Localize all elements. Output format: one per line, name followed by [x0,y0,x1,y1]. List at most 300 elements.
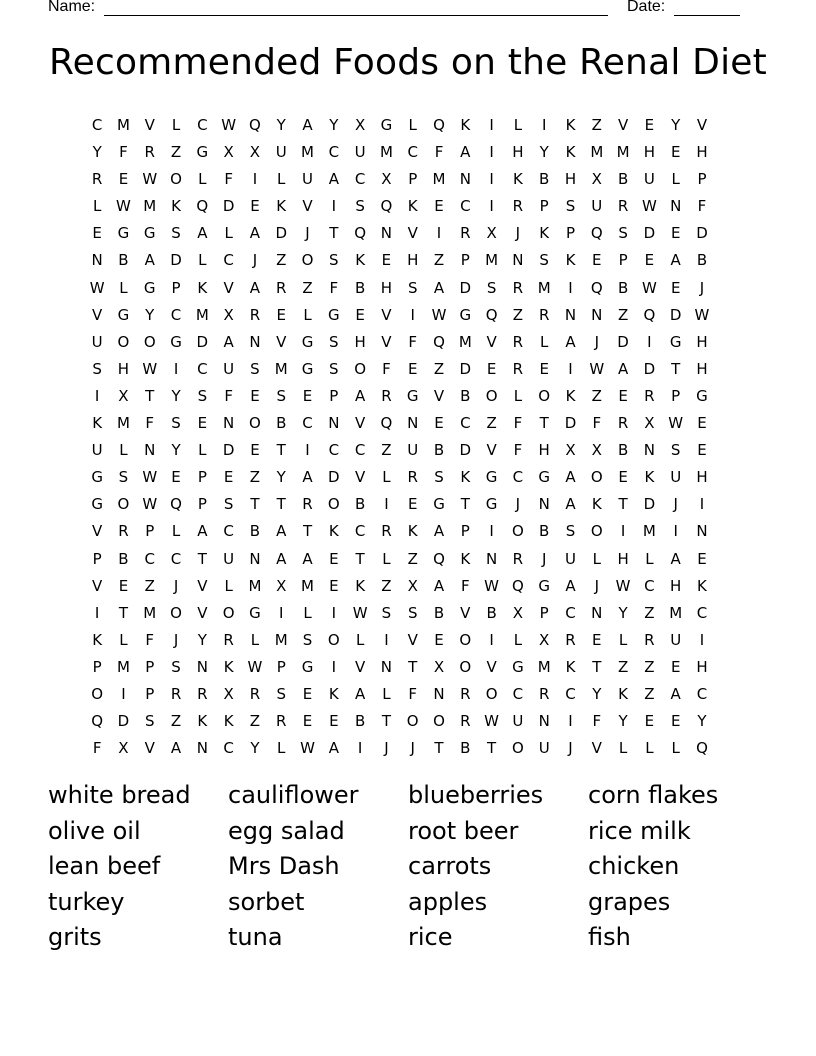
grid-letter: E [592,630,602,649]
grid-letter: P [697,170,707,189]
grid-letter: Z [144,576,155,595]
grid-letter: H [380,278,393,297]
grid-letter: A [617,359,629,378]
grid-letter: S [434,468,444,487]
grid-letter: D [643,224,656,243]
grid-letter: I [568,278,573,297]
grid-letter: V [354,414,366,433]
grid-letter: R [460,224,471,243]
grid-letter: K [276,197,287,216]
grid-letter: C [460,197,471,216]
grid-letter: R [617,414,629,433]
grid-letter: L [224,576,233,595]
grid-letter: L [355,630,365,649]
grid-letter: A [354,386,366,405]
grid-letter: N [380,657,393,676]
grid-letter: O [327,495,340,514]
grid-letter: W [484,712,500,731]
grid-letter: Y [276,468,286,487]
grid-letter: E [171,468,181,487]
grid-letter: Q [433,549,445,568]
grid-letter: W [615,576,631,595]
grid-letter: N [223,414,235,433]
grid-letter: Z [276,251,287,270]
grid-letter: P [171,278,181,297]
grid-letter: X [512,603,524,622]
grid-letter: U [670,630,682,649]
grid-letter: R [144,143,155,162]
grid-letter: A [302,468,313,487]
grid-letter: U [275,143,287,162]
grid-letter: X [223,143,234,162]
grid-letter: I [94,603,100,622]
grid-letter: I [384,630,389,649]
grid-letter: E [407,495,418,514]
grid-letter: R [565,630,576,649]
grid-letter: K [460,468,471,487]
grid-letter: E [250,197,260,216]
grid-letter: H [617,549,629,568]
grid-letter: Q [590,224,603,243]
grid-letter: J [515,495,521,514]
grid-letter: M [485,251,499,270]
grid-letter: A [565,468,576,487]
grid-letter: R [276,712,287,731]
grid-letter: Z [433,251,445,270]
grid-letter: D [696,224,708,243]
grid-letter: L [119,630,128,649]
grid-letter: S [329,359,339,378]
grid-letter: D [328,468,340,487]
grid-letter: G [91,468,103,487]
grid-letter: L [645,739,654,758]
grid-letter: F [434,143,444,162]
grid-letter: M [379,143,393,162]
word-list-item: blueberries [408,781,544,809]
grid-letter: Q [354,224,367,243]
grid-letter: T [434,739,444,758]
grid-letter: E [592,251,602,270]
grid-letter: E [118,576,129,595]
grid-letter: X [354,116,366,134]
grid-letter: S [250,359,260,378]
grid-letter: L [592,549,601,568]
grid-letter: A [433,278,445,297]
name-blank-line [104,15,608,16]
grid-letter: E [670,224,681,243]
grid-letter: Y [618,712,628,731]
grid-letter: P [539,197,549,216]
grid-letter: D [564,414,577,433]
grid-letter: R [381,386,392,405]
grid-letter: N [196,739,208,758]
grid-letter: E [329,576,339,595]
grid-letter: V [381,332,392,351]
grid-letter: D [459,278,472,297]
word-list-item: tuna [228,923,283,952]
grid-letter: J [594,332,599,351]
grid-letter: G [696,386,708,405]
grid-letter: P [539,603,549,622]
grid-letter: A [144,251,155,270]
grid-letter: Z [302,278,313,297]
grid-letter: M [301,576,314,595]
grid-letter: J [410,739,415,758]
grid-letter: R [512,197,524,216]
grid-letter: L [408,116,417,134]
word-list-item: cauliflower [228,781,359,809]
grid-letter: K [565,143,576,162]
grid-letter: A [433,522,445,541]
grid-letter: M [458,332,472,351]
grid-letter: K [460,116,471,134]
grid-letter: K [197,712,208,731]
grid-letter: A [249,278,261,297]
grid-letter: S [381,603,392,622]
grid-letter: J [541,549,547,568]
grid-letter: K [460,549,471,568]
grid-letter: Q [485,305,498,324]
word-list-item: fish [588,923,631,952]
grid-letter: K [92,630,103,649]
grid-letter: N [144,441,156,460]
grid-letter: E [434,630,444,649]
grid-letter: F [460,576,470,595]
grid-letter: Y [276,116,286,134]
grid-letter: L [171,116,181,134]
grid-letter: O [511,522,524,541]
grid-letter: G [143,278,156,297]
grid-letter: X [276,576,287,595]
grid-letter: T [118,603,129,622]
grid-letter: N [591,305,603,324]
grid-letter: T [197,549,207,568]
grid-letter: V [354,468,366,487]
grid-letter: F [592,414,602,433]
grid-letter: O [327,630,340,649]
grid-letter: H [670,576,682,595]
grid-letter: T [592,657,602,676]
date-label: Date: [627,0,666,15]
grid-letter: U [223,359,235,378]
grid-letter: P [329,386,339,405]
grid-letter: Y [618,603,628,622]
grid-letter: F [513,414,523,433]
grid-letter: B [354,712,366,731]
grid-letter: G [170,332,182,351]
grid-letter: O [459,630,472,649]
grid-letter: B [354,278,366,297]
grid-letter: H [117,359,130,378]
grid-letter: O [91,684,104,703]
grid-letter: P [145,522,155,541]
grid-letter: G [196,143,209,162]
grid-letter: H [512,143,524,162]
grid-letter: G [117,224,130,243]
grid-letter: K [644,468,655,487]
grid-letter: P [145,657,155,676]
grid-letter: X [249,143,261,162]
grid-letter: E [434,197,444,216]
grid-letter: T [408,657,418,676]
grid-letter: K [591,495,602,514]
grid-letter: I [331,657,337,676]
grid-letter: T [302,522,313,541]
grid-letter: R [118,522,129,541]
grid-letter: E [302,712,313,731]
grid-letter: S [144,712,155,731]
grid-letter: E [250,386,260,405]
grid-letter: I [384,495,389,514]
grid-letter: S [329,251,339,270]
grid-letter: H [696,657,708,676]
grid-letter: Z [486,414,497,433]
grid-letter: G [669,332,682,351]
grid-letter: I [489,522,494,541]
grid-letter: V [144,739,155,758]
grid-letter: O [170,170,182,189]
grid-letter: B [354,495,366,514]
grid-letter: Q [433,116,445,134]
grid-letter: N [696,522,708,541]
grid-letter: D [222,441,235,460]
grid-letter: H [354,332,366,351]
grid-letter: L [303,305,312,324]
grid-letter: W [352,603,368,622]
grid-letter: E [302,386,313,405]
grid-letter: V [486,657,497,676]
grid-letter: W [142,170,158,189]
grid-letter: J [699,278,705,297]
grid-letter: Y [145,305,155,324]
grid-letter: L [513,116,523,134]
grid-letter: N [196,657,208,676]
grid-letter: W [694,305,710,324]
grid-letter: H [696,468,708,487]
grid-letter: L [277,170,286,189]
grid-letter: W [484,576,500,595]
grid-letter: R [91,170,103,189]
grid-letter: Q [590,278,603,297]
grid-letter: R [407,468,418,487]
grid-letter: O [590,468,603,487]
grid-letter: O [170,603,182,622]
grid-letter: G [459,305,472,324]
grid-letter: Z [407,549,418,568]
grid-letter: E [407,359,418,378]
grid-letter: Y [592,684,602,703]
grid-letter: I [620,522,626,541]
grid-letter: C [565,684,576,703]
grid-letter: E [644,712,655,731]
grid-letter: L [303,603,312,622]
grid-letter: J [305,224,310,243]
grid-letter: K [328,684,339,703]
grid-letter: Z [617,305,629,324]
grid-letter: L [224,224,233,243]
grid-letter: W [300,739,315,758]
grid-letter: I [489,116,494,134]
grid-letter: M [642,522,656,541]
grid-letter: Z [591,386,602,405]
grid-letter: B [617,278,629,297]
grid-letter: R [644,630,655,649]
grid-letter: X [539,630,550,649]
grid-letter: Y [197,630,207,649]
grid-letter: P [92,657,102,676]
grid-letter: V [276,332,287,351]
word-list-item: egg salad [228,816,345,845]
grid-letter: M [195,305,209,324]
word-list-item: carrots [408,852,492,881]
grid-letter: I [357,739,363,758]
word-list-item: white bread [48,781,191,809]
grid-letter: L [382,684,391,703]
grid-letter: I [305,441,310,460]
grid-letter: A [223,332,234,351]
grid-letter: Q [380,414,393,433]
grid-letter: Z [381,441,392,460]
grid-letter: W [641,278,657,297]
grid-letter: A [197,522,208,541]
grid-letter: X [118,739,129,758]
grid-letter: Z [249,468,261,487]
grid-letter: K [407,522,418,541]
grid-letter: R [538,684,550,703]
grid-letter: N [564,305,577,324]
grid-letter: S [302,630,313,649]
grid-letter: D [617,332,629,351]
grid-letter: G [538,468,550,487]
grid-letter: B [617,441,629,460]
grid-letter: M [669,603,683,622]
grid-letter: D [222,197,235,216]
grid-letter: V [92,305,103,324]
grid-letter: T [276,441,286,460]
date-blank-line [674,15,740,16]
grid-letter: X [591,170,602,189]
grid-letter: Z [617,657,629,676]
grid-letter: A [328,739,339,758]
grid-letter: S [276,684,286,703]
grid-letter: G [301,332,314,351]
grid-letter: N [512,251,524,270]
grid-letter: M [616,143,630,162]
grid-letter: Q [643,305,656,324]
grid-letter: O [117,495,130,514]
grid-letter: C [197,359,208,378]
grid-letter: V [92,522,103,541]
grid-letter: I [436,224,442,243]
grid-letter: S [618,224,628,243]
grid-letter: C [696,684,708,703]
grid-letter: E [486,359,497,378]
grid-letter: O [249,414,261,433]
grid-letter: B [460,386,471,405]
grid-letter: T [381,712,391,731]
grid-letter: L [540,332,549,351]
grid-letter: Y [250,739,260,758]
grid-letter: K [512,170,523,189]
grid-letter: C [197,116,208,134]
grid-letter: X [407,576,418,595]
grid-letter: I [121,684,126,703]
grid-letter: B [460,739,471,758]
grid-letter: S [223,495,234,514]
grid-letter: X [591,441,602,460]
grid-letter: C [354,170,366,189]
grid-letter: L [198,441,207,460]
grid-letter: A [354,684,366,703]
word-list [48,778,768,956]
grid-letter: U [302,170,314,189]
word-list-item: corn flakes [588,781,719,809]
grid-letter: E [697,549,707,568]
grid-letter: S [539,251,549,270]
grid-letter: L [513,630,523,649]
name-label: Name: [48,0,96,15]
word-list-item: grits [48,923,102,952]
grid-letter: T [618,495,628,514]
grid-letter: D [459,359,472,378]
grid-letter: Z [381,576,392,595]
grid-letter: L [250,630,260,649]
grid-letter: X [223,305,234,324]
word-list-item: rice milk [588,816,691,845]
grid-letter: W [142,495,158,514]
grid-letter: C [407,143,418,162]
grid-letter: S [171,657,181,676]
grid-letter: G [485,468,498,487]
grid-letter: F [224,386,233,405]
grid-letter: B [276,414,287,433]
grid-letter: S [407,278,418,297]
grid-letter: O [459,657,472,676]
grid-letter: F [145,414,155,433]
grid-letter: C [644,576,655,595]
grid-letter: W [431,305,447,324]
grid-letter: W [668,414,684,433]
grid-letter: E [276,305,286,324]
grid-letter: V [696,116,708,134]
grid-letter: O [590,522,603,541]
grid-letter: S [355,197,365,216]
grid-letter: M [274,630,288,649]
grid-letter: X [565,441,576,460]
grid-letter: I [94,386,100,405]
grid-letter: Y [697,712,707,731]
grid-letter: S [407,603,418,622]
grid-letter: C [223,522,234,541]
grid-letter: I [331,603,337,622]
grid-letter: O [354,359,367,378]
grid-letter: B [539,522,550,541]
grid-letter: A [670,251,681,270]
grid-letter: V [302,197,313,216]
grid-letter: T [671,359,681,378]
grid-letter: Z [249,712,261,731]
grid-letter: D [117,712,130,731]
grid-letter: Q [249,116,261,134]
grid-letter: D [643,495,656,514]
grid-letter: E [618,386,628,405]
grid-letter: H [696,143,708,162]
grid-letter: L [92,197,102,216]
grid-letter: E [670,712,681,731]
grid-letter: Z [433,359,445,378]
grid-letter: C [460,414,471,433]
grid-letter: N [91,251,103,270]
